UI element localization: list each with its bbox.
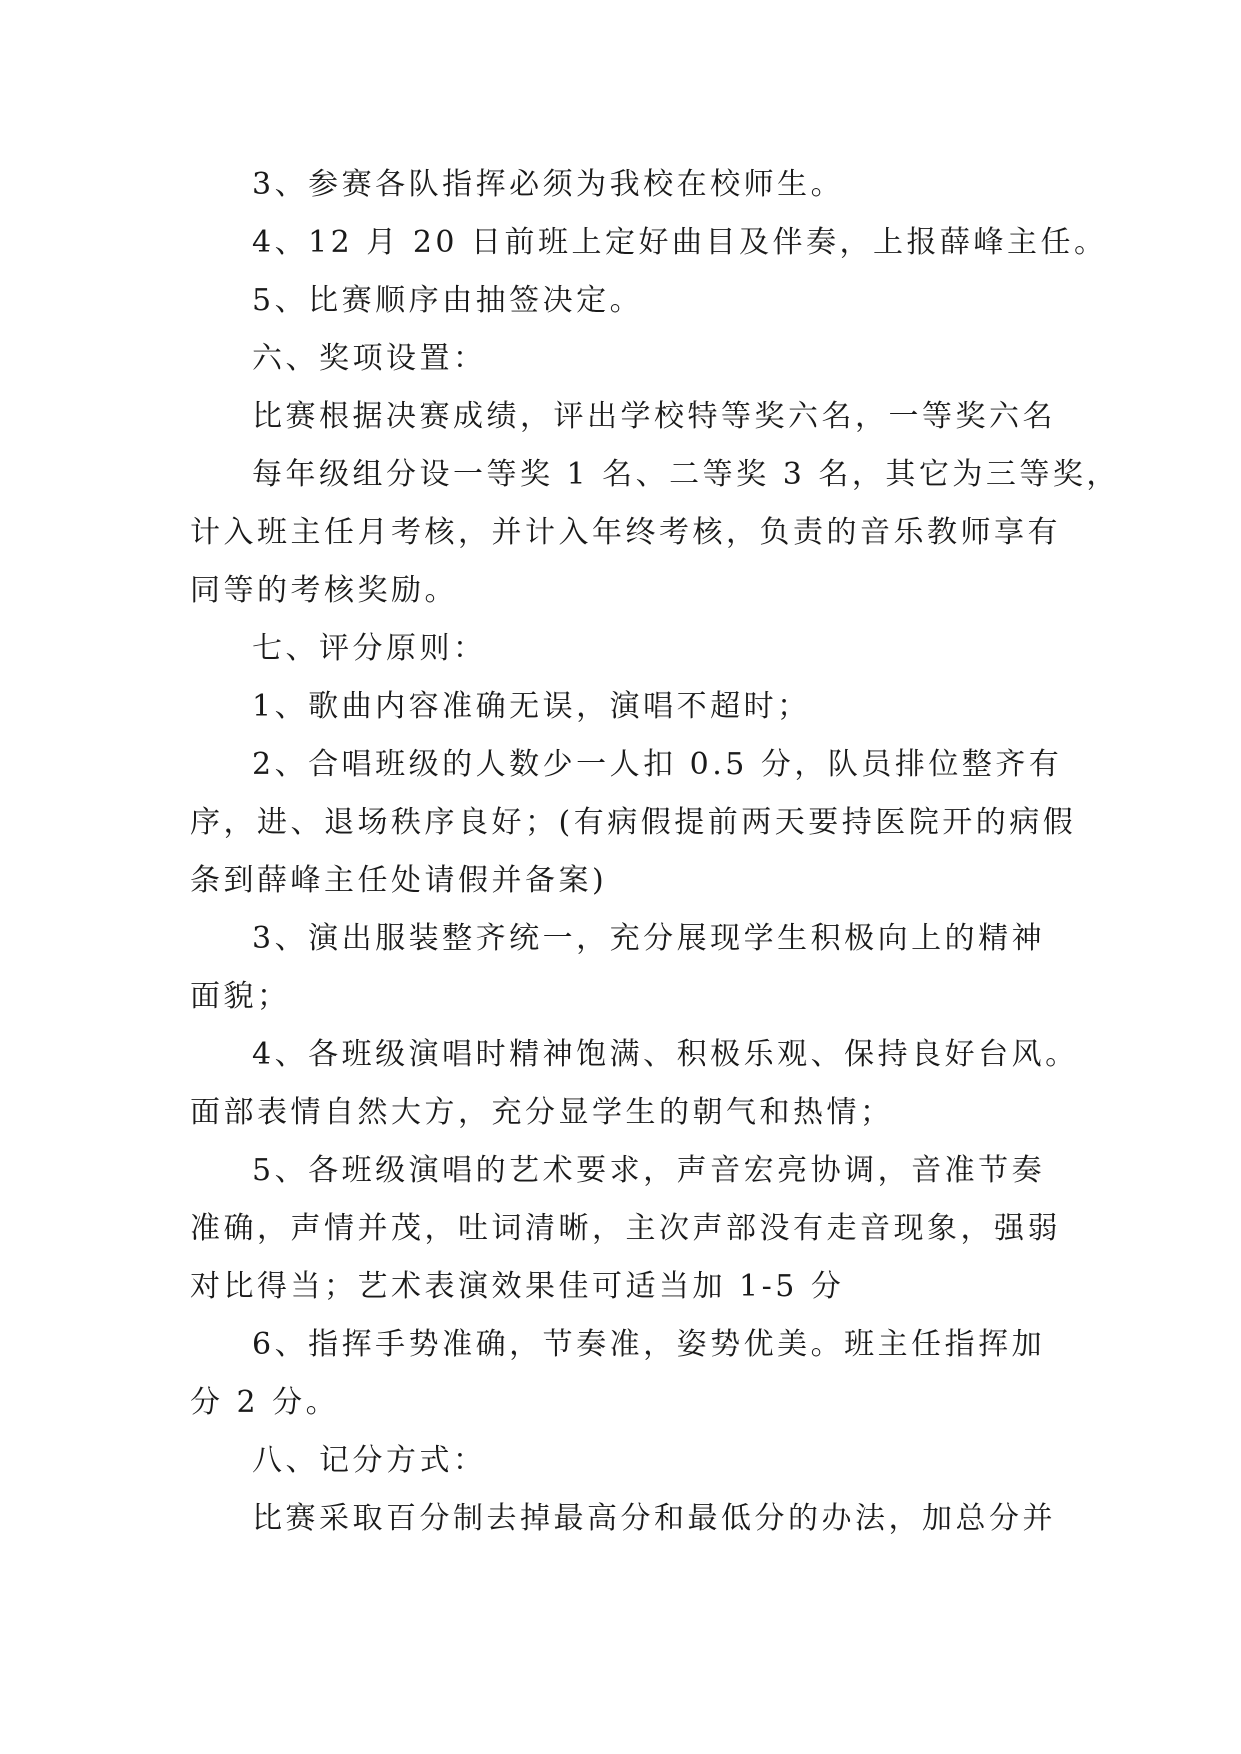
paragraph-line: 5、比赛顺序由抽签决定。 (252, 283, 644, 318)
paragraph-line: 同等的考核奖励。 (190, 573, 458, 608)
paragraph-line: 4、12 月 20 日前班上定好曲目及伴奏，上报薛峰主任。 (252, 225, 1108, 260)
paragraph-line: 5、各班级演唱的艺术要求，声音宏亮协调，音准节奏 (252, 1153, 1046, 1188)
paragraph-line: 面貌； (190, 979, 291, 1014)
paragraph-line: 序，进、退场秩序良好；(有病假提前两天要持医院开的病假 (190, 805, 1077, 840)
section-heading: 八、记分方式： (252, 1443, 487, 1478)
paragraph-line: 条到薛峰主任处请假并备案) (190, 863, 608, 898)
paragraph-line: 2、合唱班级的人数少一人扣 0.5 分，队员排位整齐有 (252, 747, 1063, 782)
paragraph-line: 1、歌曲内容准确无误，演唱不超时； (252, 689, 811, 724)
paragraph-line: 对比得当；艺术表演效果佳可适当加 1-5 分 (190, 1269, 845, 1304)
paragraph-line: 每年级组分设一等奖 1 名、二等奖 3 名，其它为三等奖， (252, 457, 1120, 492)
section-heading: 七、评分原则： (252, 631, 487, 666)
paragraph-line: 3、演出服装整齐统一，充分展现学生积极向上的精神 (252, 921, 1046, 956)
paragraph-line: 分 2 分。 (190, 1385, 340, 1420)
paragraph-line: 比赛根据决赛成绩，评出学校特等奖六名，一等奖六名 (252, 399, 1056, 434)
paragraph-line: 比赛采取百分制去掉最高分和最低分的办法，加总分并 (252, 1501, 1056, 1536)
paragraph-line: 计入班主任月考核，并计入年终考核，负责的音乐教师享有 (190, 515, 1061, 550)
paragraph-line: 4、各班级演唱时精神饱满、积极乐观、保持良好台风。 (252, 1037, 1079, 1072)
paragraph-line: 3、参赛各队指挥必须为我校在校师生。 (252, 167, 845, 202)
paragraph-line: 准确，声情并茂，吐词清晰，主次声部没有走音现象，强弱 (190, 1211, 1061, 1246)
paragraph-line: 6、指挥手势准确，节奏准，姿势优美。班主任指挥加 (252, 1327, 1046, 1362)
paragraph-line: 面部表情自然大方，充分显学生的朝气和热情； (190, 1095, 894, 1130)
section-heading: 六、奖项设置： (252, 341, 487, 376)
